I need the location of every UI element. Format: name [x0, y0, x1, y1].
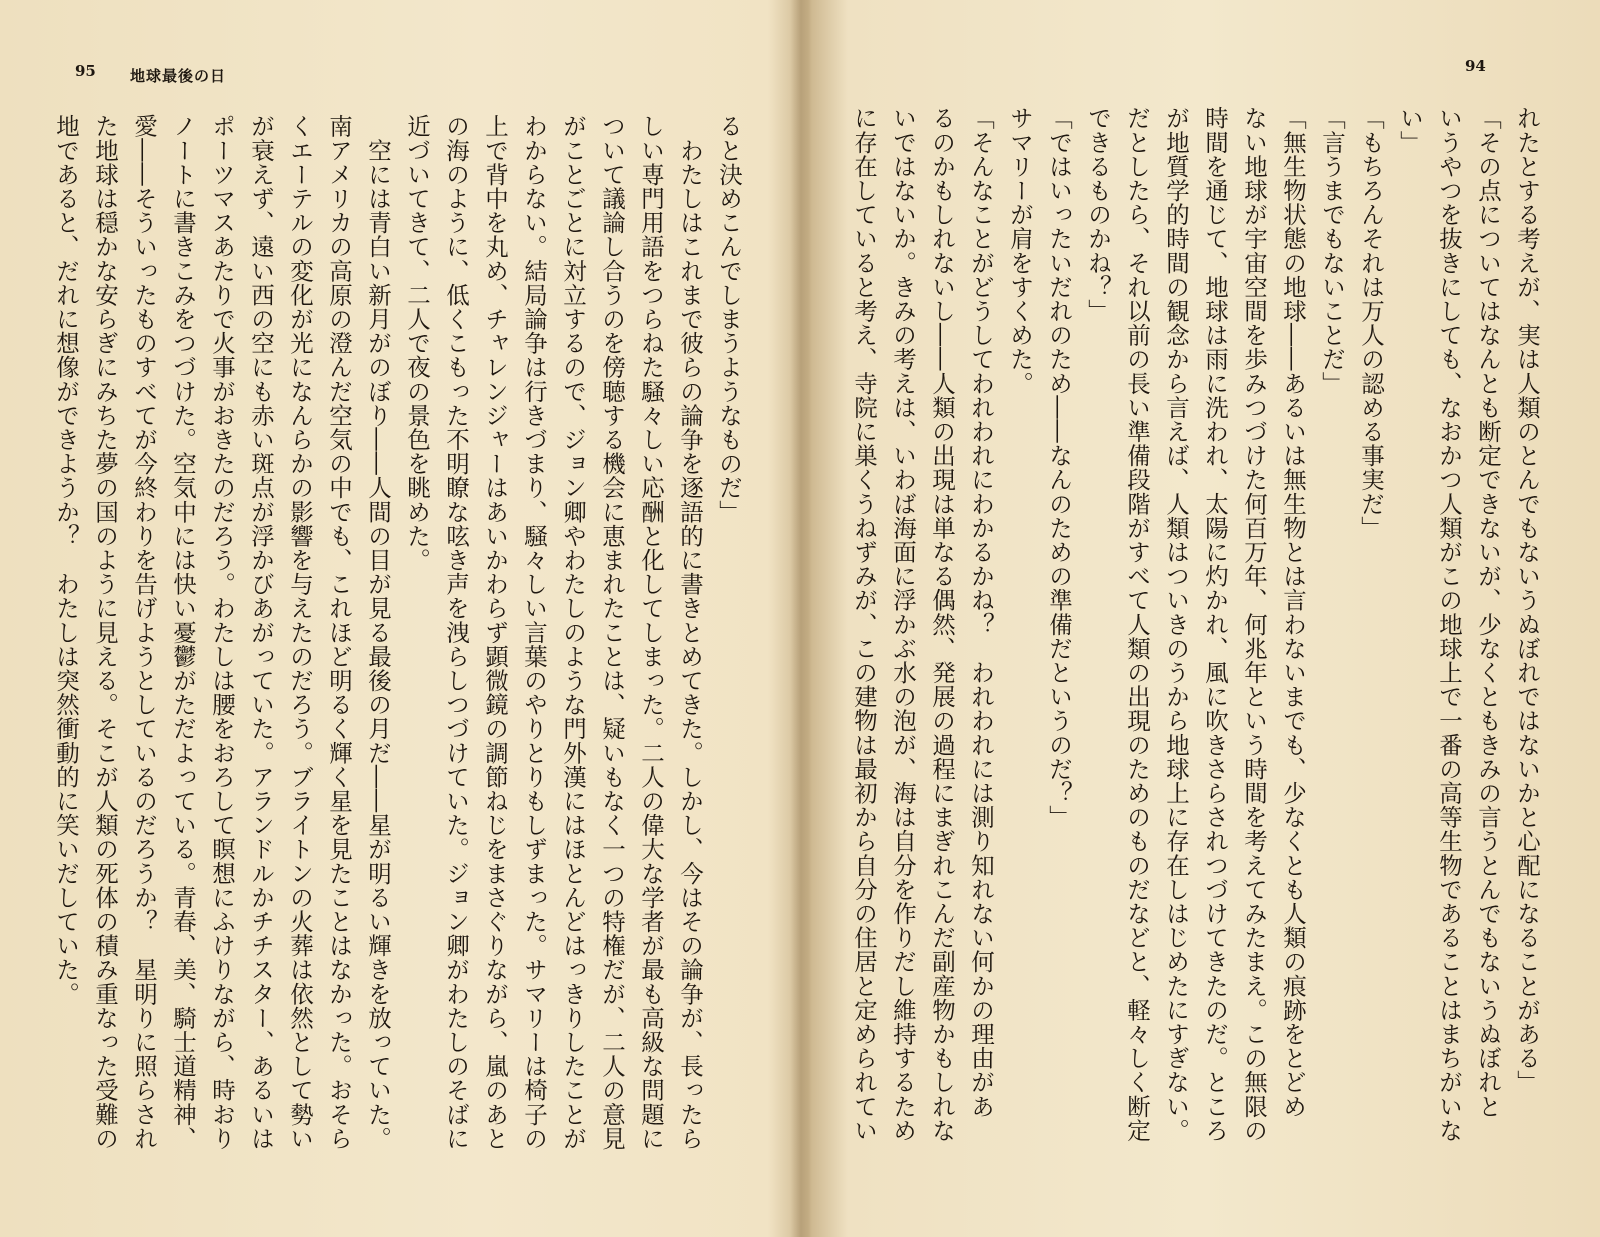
text-column: ない地球が宇宙空間を歩みつづけた何百万年、何兆年という時間を考えてみたまえ。この無限の	[1240, 106, 1268, 1143]
text-column: いうやつを抜きにしても、なおかつ人類がこの地球上で一番の高等生物であることはまちがいな	[1435, 106, 1463, 1143]
text-column: ポーツマスあたりで火事がおきたのだろう。わたしは腰をおろして瞑想にふけりながら、時おり	[208, 114, 236, 1151]
text-column: 「無生物状態の地球――あるいは無生物とは言わないまでも、少なくとも人類の痕跡をとどめ	[1279, 106, 1307, 1119]
text-column: サマリーが肩をすくめた。	[1006, 106, 1034, 396]
text-column: れたとする考えが、実は人類のとんでもないうぬぼれではないかと心配になることがある」	[1513, 106, 1541, 1095]
page-number: 94	[1465, 57, 1486, 75]
text-column: い」	[1396, 106, 1424, 155]
text-column: がことごとに対立するので、ジョン卿やわたしのような門外漢にはほとんどはっきりしたことが	[559, 114, 587, 1151]
body-text	[46, 114, 748, 1214]
running-head-title: 地球最後の日	[130, 67, 227, 85]
text-column: ついて議論し合うのを傍聴する機会に恵まれたことは、疑いもなく一つの特権だが、二人の意見	[598, 114, 626, 1151]
text-column: 「言うまでもないことだ」	[1318, 106, 1346, 396]
text-column: くエーテルの変化が光になんらかの影響を与えたのだろう。ブライトンの火葬は依然として勢い	[286, 114, 314, 1151]
text-column: わたしはこれまで彼らの論争を逐語的に書きとめてきた。しかし、今はその論争が、長ったら	[676, 114, 704, 1151]
page-number: 95	[75, 62, 96, 80]
text-column: 「ではいったいだれのため――なんのための準備だというのだ？」	[1045, 106, 1073, 829]
text-column: ノートに書きこみをつづけた。空気中には快い憂鬱がただよっている。青春、美、騎士道精神、	[169, 114, 197, 1151]
text-column: が衰えず、遠い西の空にも赤い斑点が浮かびあがっていた。アランドルかチチスター、あるいは	[247, 114, 275, 1151]
text-column: いではないか。きみの考えは、いわば海面に浮かぶ水の泡が、海は自分を作りだし維持するため	[889, 106, 917, 1143]
text-column: 「そんなことがどうしてわれわれにわかるかね？ われわれには測り知れない何かの理由があ	[967, 106, 995, 1119]
text-column: できるものかね？」	[1084, 106, 1112, 323]
text-column: 「もちろんそれは万人の認める事実だ」	[1357, 106, 1385, 540]
text-column: 愛――そういったものすべてが今終わりを告げようとしているのだろうか？ 星明りに照らされ	[130, 114, 158, 1151]
text-column: 時間を通じて、地球は雨に洗われ、太陽に灼かれ、風に吹きさらされつづけてきたのだ。ところ	[1201, 106, 1229, 1143]
text-column: 上で背中を丸め、チャレンジャーはあいかわらず顕微鏡の調節ねじをまさぐりながら、嵐のあと	[481, 114, 509, 1151]
text-column: 空には青白い新月がのぼり――人間の目が見る最後の月だ――星が明るい輝きを放っていた。	[364, 114, 392, 1151]
text-column: に存在していると考え、寺院に巣くうねずみが、この建物は最初から自分の住居と定められてい	[850, 106, 878, 1143]
text-column: が地質学的時間の観念から言えば、人類はついきのうから地球上に存在しはじめたにすぎない。	[1162, 106, 1190, 1143]
text-column: の海のように、低くこもった不明瞭な呟き声を洩らしつづけていた。ジョン卿がわたしのそばに	[442, 114, 470, 1151]
text-column: るのかもしれないし――人類の出現は単なる偶然、発展の過程にまぎれこんだ副産物かもしれな	[928, 106, 956, 1143]
text-column: 地であると、だれに想像ができようか？ わたしは突然衝動的に笑いだしていた。	[52, 114, 80, 1006]
text-column: しい専門用語をつらねた騒々しい応酬と化してしまった。二人の偉大な学者が最も高級な問題に	[637, 114, 665, 1151]
text-column: わからない。結局論争は行きづまり、騒々しい言葉のやりとりもしずまった。サマリーは椅子の	[520, 114, 548, 1151]
text-column: 近づいてきて、二人で夜の景色を眺めた。	[403, 114, 431, 572]
text-column: だとしたら、それ以前の長い準備段階がすべて人類の出現のためのものだなどと、軽々しく断定	[1123, 106, 1151, 1143]
text-column: ると決めこんでしまうようなものだ」	[715, 114, 743, 524]
text-column: た地球は穏かな安らぎにみちた夢の国のように見える。そこが人類の死体の積み重なった受難の	[91, 114, 119, 1151]
body-text	[844, 106, 1546, 1216]
right-page	[800, 0, 1600, 1237]
text-column: 「その点についてはなんとも断定できないが、少なくともきみの言うとんでもないうぬぼれと	[1474, 106, 1502, 1119]
text-column: 南アメリカの高原の澄んだ空気の中でも、これほど明るく輝く星を見たことはなかった。おそら	[325, 114, 353, 1151]
